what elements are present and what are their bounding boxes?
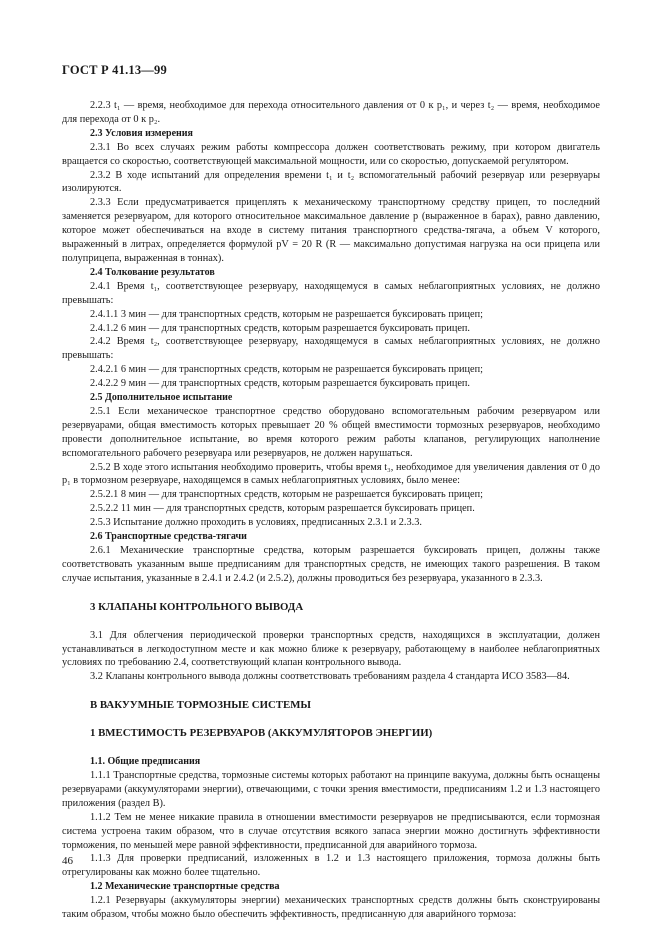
- document-header: ГОСТ Р 41.13—99: [62, 63, 167, 77]
- subsection-heading: 1.2 Механические транспортные средства: [90, 881, 280, 893]
- spacer: [62, 684, 600, 699]
- section-heading: В ВАКУУМНЫЕ ТОРМОЗНЫЕ СИСТЕМЫ: [90, 699, 311, 712]
- paragraph: 2.3.3 Если предусматривается прицеплять к механическому транспортному средству прицеп, то последний заменяется резервуаром, для которого относительное максимальное давление p (выраженное в барах), равно давлению, которое может обеспечиваться на входе в систему питания транспортного средства-тягача, а объем V которого, выраженный в литрах, определяется формулой pV = 20 R (R — максимально допустимая нагрузка на оси прицепа или полуприцепа, выраженная в тоннах).: [62, 197, 600, 264]
- subsection-heading: 2.4 Толкование результатов: [90, 266, 215, 278]
- section-heading: 1 ВМЕСТИМОСТЬ РЕЗЕРВУАРОВ (АККУМУЛЯТОРОВ ЭНЕРГИИ): [90, 727, 433, 740]
- paragraph: 2.5.2.1 8 мин — для транспортных средств, которым не разрешается буксировать прицеп;: [90, 489, 483, 501]
- paragraph: 3.1 Для облегчения периодической проверки транспортных средств, находящихся в эксплуатации, должен устанавливаться в легкодоступном месте и как можно ближе к резервуару, работающему в наиболее неблагоприятных условиях по требованию 2.4, соответствующий клапан контрольного вывода.: [62, 629, 600, 669]
- paragraph: 2.4.2.2 9 мин — для транспортных средств, которым разрешается буксировать прицеп.: [90, 378, 470, 390]
- subsection-heading: 2.6 Транспортные средства-тягачи: [90, 531, 247, 543]
- section-heading: 3 КЛАПАНЫ КОНТРОЛЬНОГО ВЫВОДА: [90, 600, 304, 613]
- spacer: [62, 713, 600, 727]
- paragraph: 1.1.1 Транспортные средства, тормозные системы которых работают на принципе вакуума, должны быть оснащены резервуарами (аккумуляторами энергии), отвечающими, с точки зрения вместимости, предписаниям 1.2 и 1.3 настоящего приложения (раздел В).: [62, 769, 600, 809]
- paragraph: 2.5.2.2 11 мин — для транспортных средств, которым разрешается буксировать прицеп.: [90, 503, 475, 515]
- spacer: [62, 741, 600, 755]
- paragraph: 3.2 Клапаны контрольного вывода должны соответствовать требованиям раздела 4 стандарта ИСО 3583—84.: [90, 671, 570, 683]
- paragraph: 2.4.1.1 3 мин — для транспортных средств, которым не разрешается буксировать прицеп;: [90, 308, 483, 320]
- paragraph: 2.5.2 В ходе этого испытания необходимо проверить, чтобы время t₃, необходимое для увеличения давления от 0 до p₁ в тормозном резервуаре, находящемся в самых неблагоприятных условиях, было менее:: [62, 461, 600, 487]
- paragraph: 2.5.3 Испытание должно проходить в условиях, предписанных 2.3.1 и 2.3.3.: [90, 517, 422, 529]
- paragraph: 2.5.1 Если механическое транспортное средство оборудовано вспомогательным рабочим резервуаром или резервуарами, общая вместимость которых превышает 20 % общей вместимости тормозных резервуаров, необходимо провести дополнительное испытание, во время которого режим работы клапанов, регулирующих наполнение вспомогательного рабочего резервуара или резервуаров, не должен нарушаться.: [62, 405, 600, 459]
- paragraph: 2.3.1 Во всех случаях режим работы компрессора должен соответствовать режиму, при котором двигатель вращается со скоростью, соответствующей максимальной мощности, или со скоростью, допускаемой регулятором.: [62, 141, 600, 167]
- subsection-heading: 1.1. Общие предписания: [90, 756, 201, 768]
- page-number: 46: [62, 855, 73, 867]
- paragraph: 2.6.1 Механические транспортные средства, которым разрешается буксировать прицеп, должны также соответствовать указанным выше предписаниям для транспортных средств, не имеющих такого разрешения. В таком случае испытания, указанные в 2.4.1 и 2.4.2 (и 2.5.2), должны проводиться без резервуара, указанного в 2.3.3.: [62, 545, 600, 584]
- paragraph: 1.1.3 Для проверки предписаний, изложенных в 1.2 и 1.3 настоящего приложения, тормоза должны быть отрегулированы как можно более тщательно.: [62, 853, 600, 879]
- subsection-heading: 2.5 Дополнительное испытание: [90, 392, 233, 404]
- spacer: [62, 615, 600, 629]
- paragraph: 2.4.1.2 6 мин — для транспортных средств, которым разрешается буксировать прицеп.: [90, 322, 470, 334]
- paragraph: 2.4.1 Время t₁, соответствующее резервуару, находящемуся в самых неблагоприятных условиях, не должно превышать:: [62, 280, 600, 306]
- document-body: [62, 99, 600, 922]
- spacer: [62, 586, 600, 601]
- paragraph: 2.2.3 t₁ — время, необходимое для перехода относительного давления от 0 к p₁, и через t₂ — время, необходимое для перехода от 0 к p₂.: [62, 100, 600, 125]
- paragraph: 1.2.1 Резервуары (аккумуляторы энергии) механических транспортных средств должны быть сконструированы таким образом, чтобы можно было обеспечить эффективность, предписанную для аварийного тормоза:: [62, 895, 600, 921]
- paragraph: 1.1.2 Тем не менее никакие правила в отношении вместимости резервуаров не предписываются, если тормозная система устроена таким образом, что в случае отсутствия всякого запаса энергии можно достигнуть эффективности торможения, по меньшей мере равной эффективности, предписанной для аварийного тормоза.: [62, 811, 600, 851]
- paragraph: 2.4.2.1 6 мин — для транспортных средств, которым не разрешается буксировать прицеп;: [90, 364, 483, 376]
- subsection-heading: 2.3 Условия измерения: [90, 127, 193, 139]
- paragraph: 2.4.2 Время t₂, соответствующее резервуару, находящемуся в самых неблагоприятных условиях, не должно превышать:: [62, 336, 600, 362]
- paragraph: 2.3.2 В ходе испытаний для определения времени t₁ и t₂ вспомогательный рабочий резервуар или резервуары изолируются.: [62, 169, 600, 195]
